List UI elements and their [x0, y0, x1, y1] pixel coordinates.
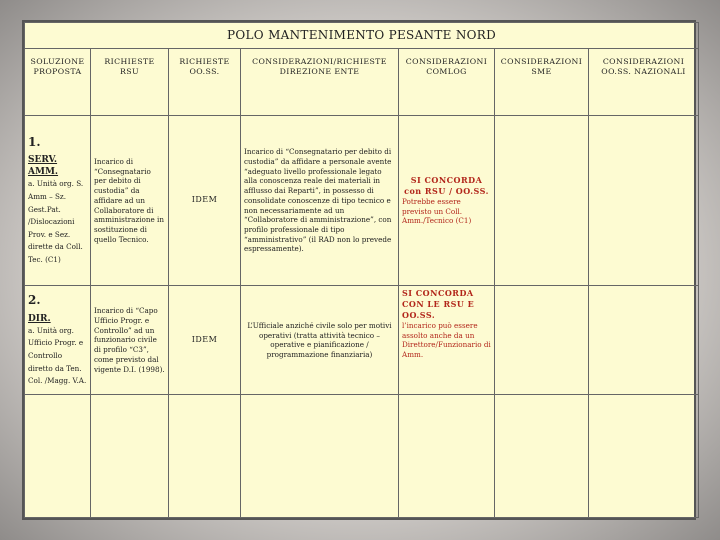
- cell-ooss-nazionali: [589, 286, 699, 395]
- rsu-text: Incarico di “Capo Ufficio Progr. e Controllo” ad un funzionario civile di profilo “C3”, come previsto dal vigente D.I. (1998).: [94, 306, 165, 374]
- cell-comlog: [399, 115, 495, 286]
- cell-sme: [495, 286, 589, 395]
- cell-ooss: [169, 394, 241, 517]
- comlog-text: Potrebbe essere previsto un Coll. Amm./Tecnico (C1): [402, 196, 472, 226]
- comlog-text: l’incarico può essere assolto anche da un Direttore/Funzionario di Amm.: [402, 320, 491, 360]
- row-description: a. Unità org. Ufficio Progr. e Controllo diretto da Ten. Col. /Magg. V.A.: [28, 325, 87, 386]
- row-code: DIR.: [28, 313, 51, 324]
- cell-sme: [495, 394, 589, 517]
- cell-direzione: [241, 394, 399, 517]
- cell-soluzione: [25, 115, 91, 286]
- row-number: 1.: [28, 134, 41, 149]
- direzione-text: Incarico di “Consegnatario per debito di custodia” da affidare a personale avente “adeguato livello professionale legato alla conoscenza reale dei materiali in afflusso dai Reparti”, in possesso di consolidate conoscenze di tipo tecnico e non necessariamente ad un “Collaboratore di amministrazione”, con profilo professionale di tipo “amministrativo” (il RAD non lo prevede espressamente).: [244, 147, 392, 254]
- cell-soluzione: [25, 394, 91, 517]
- cell-rsu: [91, 115, 169, 286]
- cell-comlog: [399, 286, 495, 395]
- header-sme: CONSIDERAZIONI SME: [495, 48, 589, 115]
- header-ooss-nazionali: CONSIDERAZIONI OO.SS. NAZIONALI: [589, 48, 699, 115]
- row-code: SERV. AMM.: [28, 155, 59, 178]
- table-row: [25, 115, 699, 286]
- direzione-text: L’Ufficiale anziché civile solo per motivi operativi (tratta attività tecnico – operative e pianificazione / programmazione finanziaria): [247, 320, 392, 359]
- table-row: [25, 394, 699, 517]
- document-sheet: [22, 20, 696, 520]
- cell-ooss-nazionali: [589, 394, 699, 517]
- table-row: [25, 286, 699, 395]
- header-ooss: RICHIESTE OO.SS.: [169, 48, 241, 115]
- cell-rsu: [91, 394, 169, 517]
- header-soluzione: SOLUZIONE PROPOSTA: [25, 48, 91, 115]
- cell-ooss: [169, 286, 241, 395]
- header-rsu: RICHIESTE RSU: [91, 48, 169, 115]
- cell-soluzione: [25, 286, 91, 395]
- header-comlog: CONSIDERAZIONI COMLOG: [399, 48, 495, 115]
- comlog-verdict: SI CONCORDA con RSU / OO.SS.: [404, 175, 489, 197]
- comparison-table: [24, 22, 699, 518]
- comlog-verdict: SI CONCORDA CON LE RSU E OO.SS.: [402, 288, 475, 321]
- cell-comlog: [399, 394, 495, 517]
- row-number: 2.: [28, 293, 41, 308]
- ooss-text: IDEM: [191, 334, 218, 344]
- cell-direzione: [241, 286, 399, 395]
- cell-sme: [495, 115, 589, 286]
- cell-ooss-nazionali: [589, 115, 699, 286]
- header-row: [25, 48, 699, 115]
- cell-ooss: [169, 115, 241, 286]
- cell-rsu: [91, 286, 169, 395]
- header-direzione: CONSIDERAZIONI/RICHIESTE DIREZIONE ENTE: [241, 48, 399, 115]
- rsu-text: Incarico di “Consegnatario per debito di custodia” da affidare ad un Collaboratore di amministrazione in sostituzione di quello Tecnico.: [94, 157, 164, 244]
- page-title: POLO MANTENIMENTO PESANTE NORD: [25, 23, 699, 49]
- row-description: a. Unità org. S. Amm – Sz. Gest.Pat. /Dislocazioni Prov. e Sez. dirette da Coll. Tec. (C1): [28, 179, 84, 265]
- ooss-text: IDEM: [191, 195, 218, 205]
- cell-direzione: [241, 115, 399, 286]
